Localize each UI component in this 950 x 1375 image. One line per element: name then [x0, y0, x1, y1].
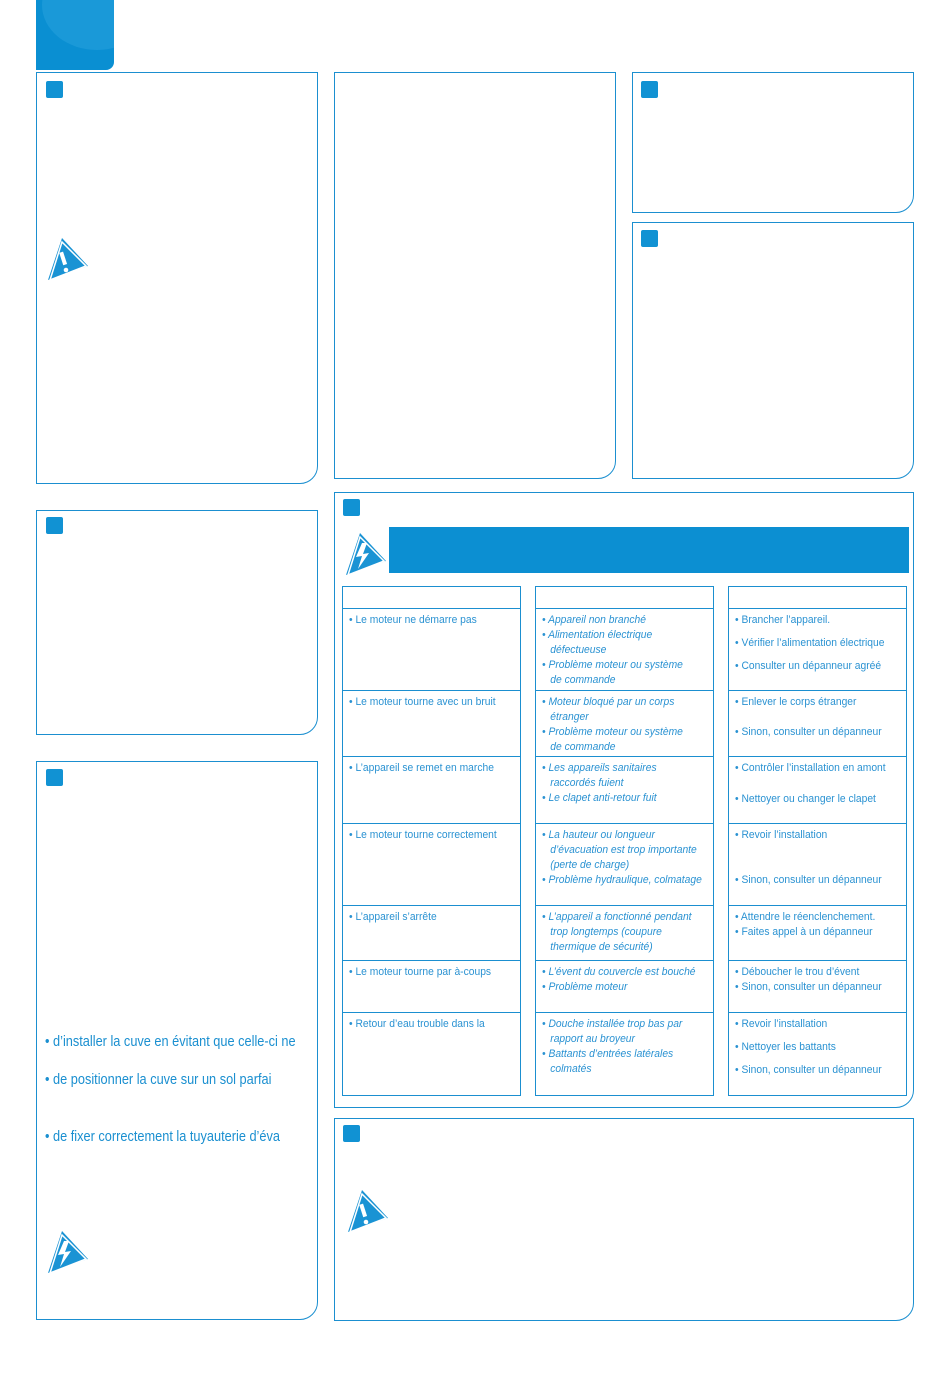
table-row: [536, 824, 713, 906]
section-box-2: [36, 510, 318, 735]
table-row: [343, 609, 520, 691]
install-bullet: • de fixer correctement la tuyauterie d’éva: [45, 1129, 280, 1145]
symptom-cell: • L’appareil s’arrête: [349, 911, 437, 923]
section-marker: [46, 517, 63, 534]
cause-cell: • Moteur bloqué par un corps étranger • Problème moteur ou système de commande: [542, 696, 683, 753]
section-marker: [343, 1125, 360, 1142]
symptom-cell: • Le moteur ne démarre pas: [349, 614, 477, 626]
section-marker: [46, 81, 63, 98]
table-row: [729, 691, 906, 757]
section-marker: [641, 81, 658, 98]
symptom-column: [342, 586, 521, 1096]
cause-column: [535, 586, 714, 1096]
section-marker: [641, 230, 658, 247]
symptom-cell: • Retour d’eau trouble dans la: [349, 1018, 485, 1030]
table-row: [343, 691, 520, 757]
table-row: [343, 1013, 520, 1095]
symptom-cell: • Le moteur tourne correctement: [349, 829, 497, 841]
table-row: [536, 961, 713, 1013]
corner-tab: [36, 0, 114, 70]
table-row: [729, 961, 906, 1013]
remedy-cell: • Déboucher le trou d’évent • Sinon, consulter un dépanneur: [735, 966, 882, 993]
table-row: [536, 1013, 713, 1095]
cause-cell: • L’appareil a fonctionné pendant trop longtemps (coupure thermique de sécurité): [542, 911, 692, 953]
electric-hazard-icon: [342, 531, 388, 577]
column-header: [729, 587, 906, 609]
column-header: [343, 587, 520, 609]
remedy-column: [728, 586, 907, 1096]
section-box-6: [632, 222, 914, 479]
table-title-bar: [389, 527, 909, 573]
table-row: [729, 1013, 906, 1095]
section-marker: [46, 769, 63, 786]
section-box-7: [334, 1118, 914, 1321]
table-row: [343, 757, 520, 824]
cause-cell: • Les appareils sanitaires raccordés fuient • Le clapet anti-retour fuit: [542, 762, 657, 804]
table-row: [729, 609, 906, 691]
cause-cell: • L’évent du couvercle est bouché • Problème moteur: [542, 966, 696, 993]
table-row: [536, 609, 713, 691]
cause-cell: • Appareil non branché • Alimentation électrique défectueuse • Problème moteur ou système de commande: [542, 614, 683, 686]
section-box-5: [632, 72, 914, 213]
table-row: [536, 757, 713, 824]
table-row: [729, 906, 906, 961]
symptom-cell: • Le moteur tourne par à-coups: [349, 966, 492, 978]
remedy-cell: • Revoir l’installation • Sinon, consulter un dépanneur: [735, 829, 882, 886]
symptom-cell: • L’appareil se remet en marche: [349, 762, 494, 774]
section-marker: [343, 499, 360, 516]
table-row: [536, 691, 713, 757]
table-row: [343, 906, 520, 961]
table-row: [536, 906, 713, 961]
install-bullet: • de positionner la cuve sur un sol parfai: [45, 1072, 272, 1088]
cause-cell: • La hauteur ou longueur d’évacuation est trop importante (perte de charge) • Problème hydraulique, colmatage: [542, 829, 702, 886]
cause-cell: • Douche installée trop bas par rapport au broyeur • Battants d’entrées latérales colmatés: [542, 1018, 683, 1075]
electric-hazard-icon: [44, 1229, 90, 1275]
install-bullet: • d’installer la cuve en évitant que celle-ci ne: [45, 1034, 296, 1050]
column-header: [536, 587, 713, 609]
remedy-cell: • Attendre le réenclenchement. • Faites appel à un dépanneur: [735, 911, 876, 938]
symptom-cell: • Le moteur tourne avec un bruit: [349, 696, 496, 708]
table-row: [729, 757, 906, 824]
warning-icon: [44, 236, 90, 282]
table-row: [729, 824, 906, 906]
section-box-4: [334, 72, 616, 479]
table-row: [343, 824, 520, 906]
remedy-cell: • Contrôler l’installation en amont • Nettoyer ou changer le clapet: [735, 762, 886, 805]
remedy-cell: • Enlever le corps étranger • Sinon, consulter un dépanneur: [735, 696, 882, 738]
remedy-cell: • Revoir l’installation • Nettoyer les battants • Sinon, consulter un dépanneur: [735, 1018, 882, 1076]
table-row: [343, 961, 520, 1013]
remedy-cell: • Brancher l’appareil. • Vérifier l’alimentation électrique • Consulter un dépanneur agréé: [735, 614, 885, 672]
warning-icon: [344, 1188, 390, 1234]
